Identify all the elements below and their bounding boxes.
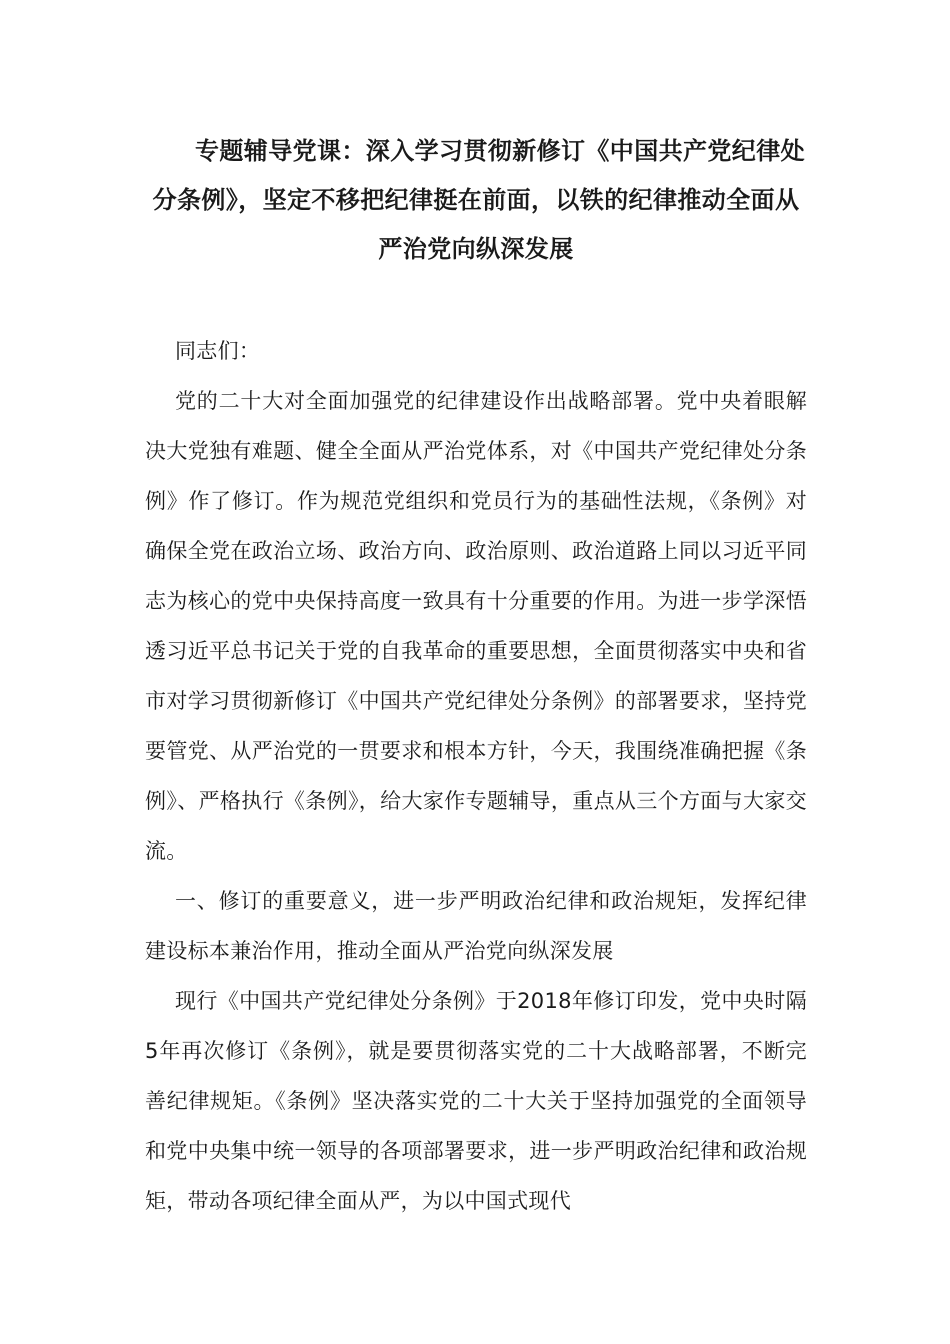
paragraph-intro: 党的二十大对全面加强党的纪律建设作出战略部署。党中央着眼解决大党独有难题、健全全面从严治党体系，对《中国共产党纪律处分条例》作了修订。作为规范党组织和党员行为的基础性法规，《条例》对确保全党在政治立场、政治方向、政治原则、政治道路上同以习近平同志为核心的党中央保持高度一致具有十分重要的作用。为进一步学深悟透习近平总书记关于党的自我革命的重要思想，全面贯彻落实中央和省市对学习贯彻新修订《中国共产党纪律处分条例》的部署要求，坚持党要管党、从严治党的一贯要求和根本方针，今天，我围绕准确把握《条例》、严格执行《条例》，给大家作专题辅导，重点从三个方面与大家交流。 bbox=[145, 389, 807, 863]
section-heading-1: 一、修订的重要意义，进一步严明政治纪律和政治规矩，发挥纪律建设标本兼治作用，推动全面从严治党向纵深发展 bbox=[145, 889, 807, 963]
document-title: 专题辅导党课：深入学习贯彻新修订《中国共产党纪律处分条例》，坚定不移把纪律挺在前面，以铁的纪律推动全面从严治党向纵深发展 bbox=[152, 137, 805, 263]
document-body bbox=[145, 326, 807, 1226]
salutation: 同志们： bbox=[175, 339, 261, 363]
paragraph-section-1: 现行《中国共产党纪律处分条例》于2018年修订印发，党中央时隔5年再次修订《条例》，就是要贯彻落实党的二十大战略部署，不断完善纪律规矩。《条例》坚决落实党的二十大关于坚持加强党的全面领导和党中央集中统一领导的各项部署要求，进一步严明政治纪律和政治规矩，带动各项纪律全面从严，为以中国式现代 bbox=[145, 989, 807, 1213]
